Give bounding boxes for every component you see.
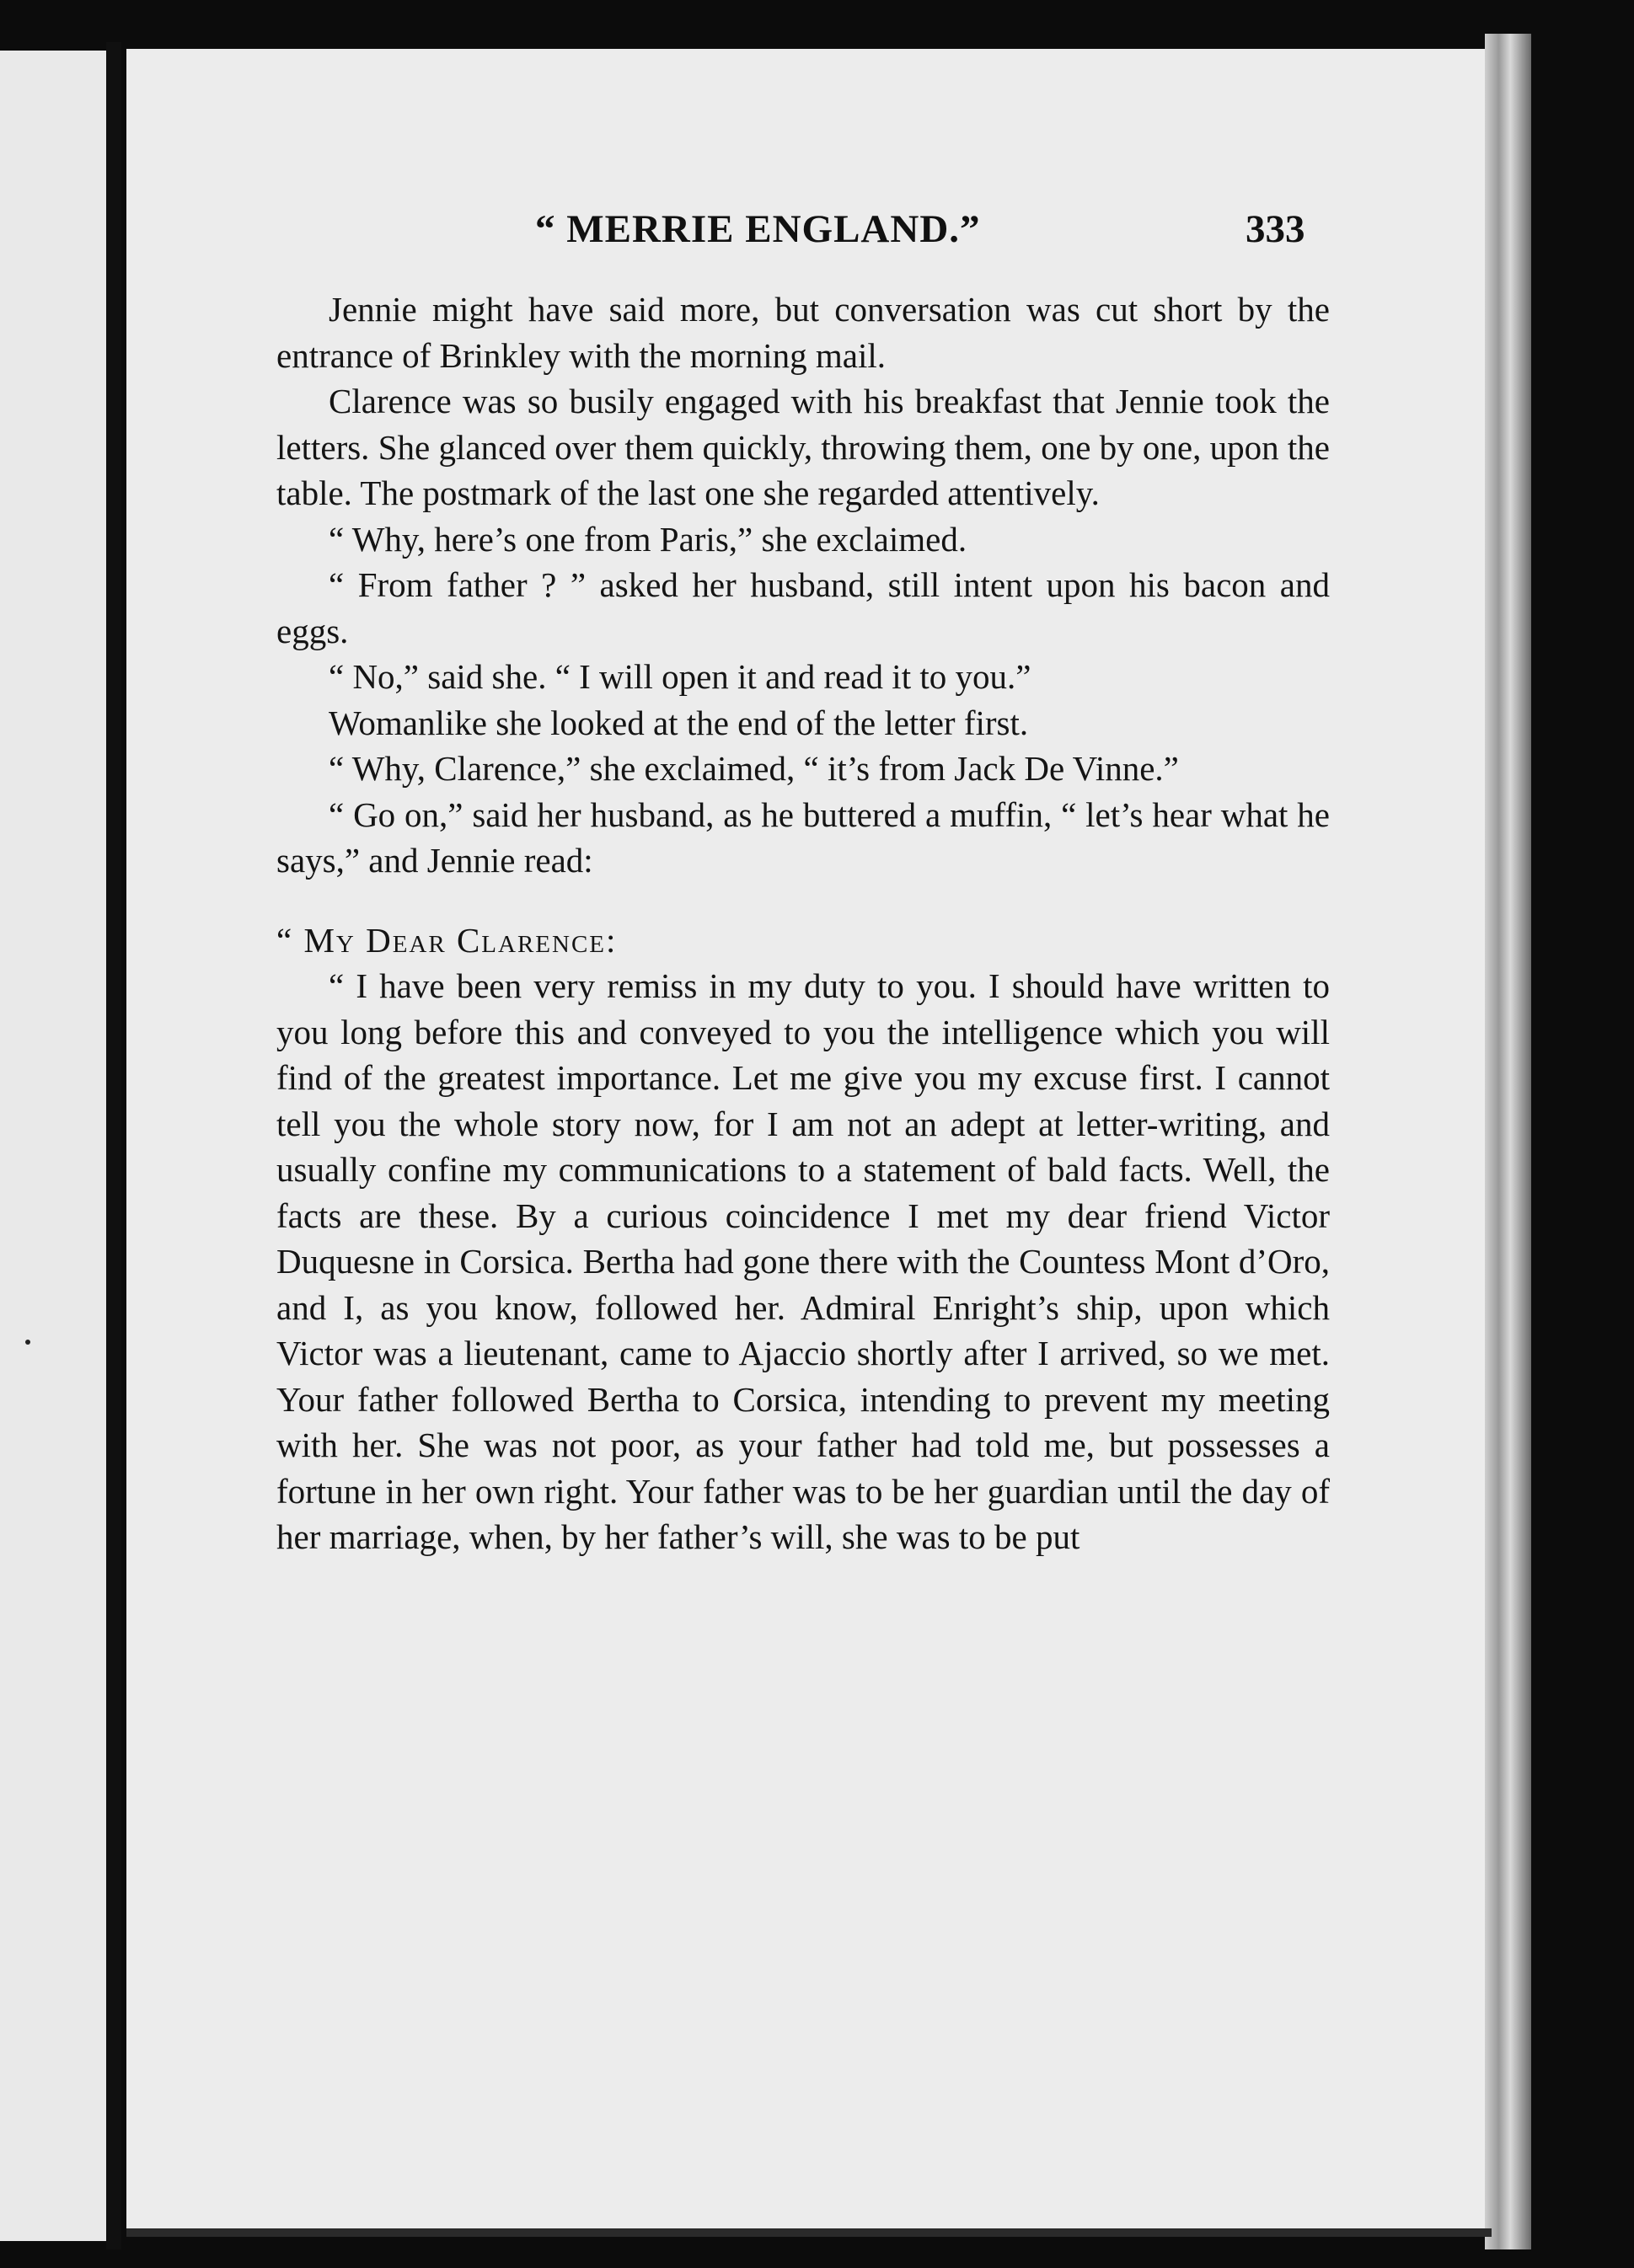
paragraph: “ No,” said she. “ I will open it and read it to you.” bbox=[329, 657, 1031, 696]
book-gutter bbox=[106, 42, 121, 2249]
paragraph: “ Why, here’s one from Paris,” she exclaimed. bbox=[329, 519, 967, 559]
paragraph: Womanlike she looked at the end of the letter first. bbox=[329, 703, 1029, 742]
paragraph: “ From father ? ” asked her husband, still intent upon his bacon and eggs. bbox=[276, 565, 1330, 650]
paragraph: Jennie might have said more, but conversation was cut short by the entrance of Brinkley with the morning mail. bbox=[276, 290, 1330, 375]
paragraph: Clarence was so busily engaged with his breakfast that Jennie took the letters. She glanced over them quickly, throwing them, one by one, upon the table. The postmark of the last one she regarded attentively. bbox=[276, 382, 1330, 512]
page-edge bbox=[1485, 34, 1531, 2249]
page-header bbox=[126, 206, 1485, 265]
page-number: 333 bbox=[1246, 207, 1305, 251]
letter-salutation: “ My Dear Clarence: bbox=[276, 920, 618, 960]
page-bottom-shadow bbox=[126, 2228, 1492, 2237]
paragraph: “ Why, Clarence,” she exclaimed, “ it’s from Jack De Vinne.” bbox=[329, 749, 1179, 788]
page-speck bbox=[25, 1340, 30, 1345]
page-body bbox=[276, 286, 1330, 1560]
running-title: “ MERRIE ENGLAND.” bbox=[535, 207, 981, 251]
paragraph: “ Go on,” said her husband, as he buttered a muffin, “ let’s hear what he says,” and Jennie read: bbox=[276, 794, 1330, 880]
previous-page-strip bbox=[0, 51, 106, 2241]
letter-body: “ I have been very remiss in my duty to you. I should have written to you long before this and conveyed to you the intelligence which you will find of the greatest importance. Let me give you my excuse first. I cannot tell you the whole story now, for I am not an adept at letter-writing, and usually confine my communications to a statement of bald facts. Well, the facts are these. By a curious coincidence I met my dear friend Victor Duquesne in Corsica. Bertha had gone there with the Countess Mont d’Oro, and I, as you know, followed her. Admiral Enright’s ship, upon which Victor was a lieutenant, came to Ajaccio shortly after I arrived, so we met. Your father followed Bertha to Corsica, intending to prevent my meeting with her. She was not poor, as your father had told me, but possesses a fortune in her own right. Your father was to be her guardian until the day of her marriage, when, by her father’s will, she was to be put bbox=[276, 966, 1330, 1556]
